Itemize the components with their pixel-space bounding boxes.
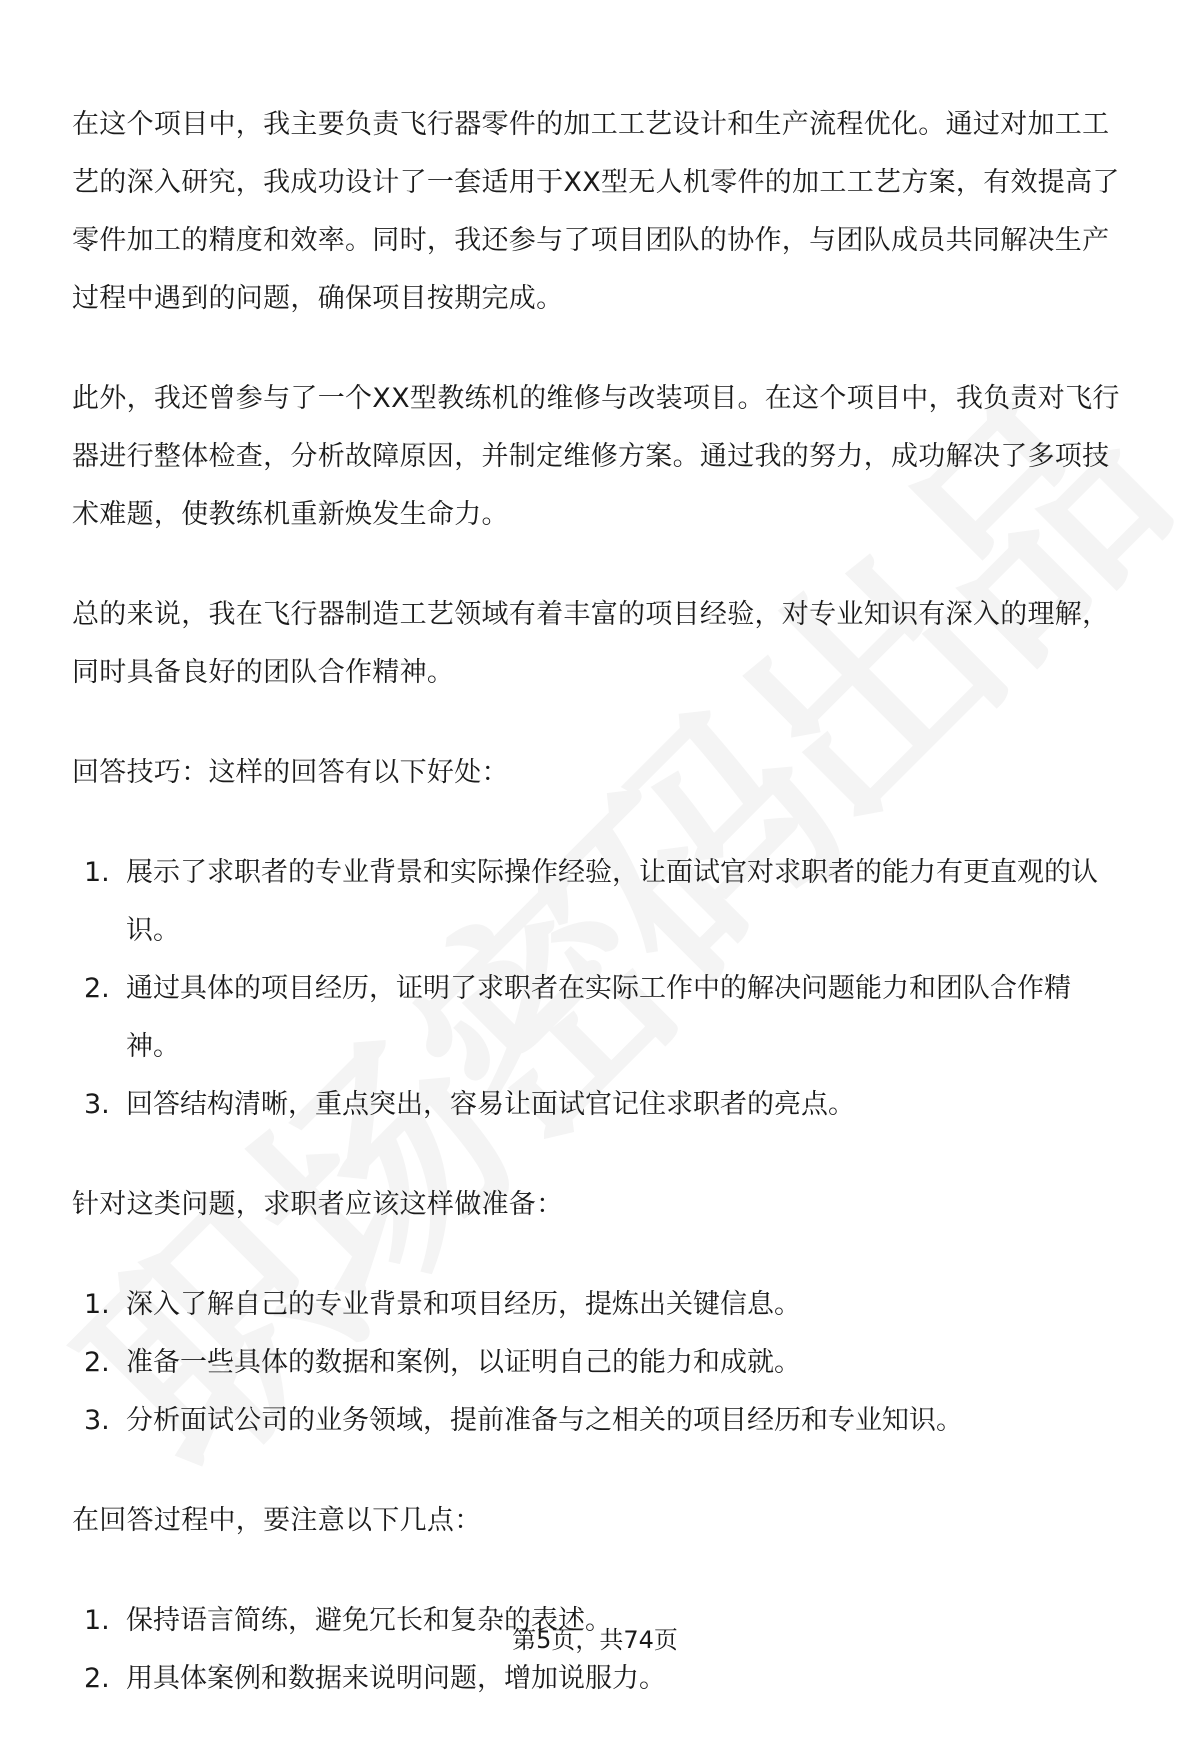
list-item <box>72 1076 1120 1134</box>
list-item-number: 1. <box>84 1605 110 1636</box>
list-item-text: 通过具体的项目经历，证明了求职者在实际工作中的解决问题能力和团队合作精神。 <box>126 973 1071 1062</box>
list-item-number: 2. <box>84 1663 110 1694</box>
list-item-number: 2. <box>84 973 110 1004</box>
page-number-footer: 第5页，共74页 <box>512 1626 678 1654</box>
list-item <box>72 844 1120 960</box>
list-item-number: 2. <box>84 1347 110 1378</box>
heading-preparation: 针对这类问题，求职者应该这样做准备： <box>72 1189 564 1220</box>
list-item <box>72 1650 1120 1708</box>
list-item-number: 1. <box>84 857 110 888</box>
list-item-number: 1. <box>84 1289 110 1320</box>
paragraph-project-experience: 在这个项目中，我主要负责飞行器零件的加工工艺设计和生产流程优化。通过对加工工艺的深入研究，我成功设计了一套适用于XX型无人机零件的加工工艺方案，有效提高了零件加工的精度和效率。同时，我还参与了项目团队的协作，与团队成员共同解决生产过程中遇到的问题，确保项目按期完成。 <box>72 109 1120 314</box>
list-item-number: 3. <box>84 1405 110 1436</box>
list-item-text: 深入了解自己的专业背景和项目经历，提炼出关键信息。 <box>126 1289 801 1320</box>
heading-answer-tips: 回答技巧：这样的回答有以下好处： <box>72 757 509 788</box>
list-preparation <box>72 1276 1120 1450</box>
document-body <box>72 96 1120 1750</box>
list-item-number: 3. <box>84 1089 110 1120</box>
list-item-text: 用具体案例和数据来说明问题，增加说服力。 <box>126 1663 666 1694</box>
list-item <box>72 960 1120 1076</box>
list-item-text: 准备一些具体的数据和案例，以证明自己的能力和成就。 <box>126 1347 801 1378</box>
paragraph-summary: 总的来说，我在飞行器制造工艺领域有着丰富的项目经验，对专业知识有深入的理解，同时具备良好的团队合作精神。 <box>72 599 1110 688</box>
heading-answer-notes: 在回答过程中，要注意以下几点： <box>72 1505 482 1536</box>
list-item-text: 保持语言简练，避免冗长和复杂的表述。 <box>126 1605 612 1636</box>
list-answer-tips <box>72 844 1120 1134</box>
list-item-text: 分析面试公司的业务领域，提前准备与之相关的项目经历和专业知识。 <box>126 1405 963 1436</box>
list-item-text: 回答结构清晰，重点突出，容易让面试官记住求职者的亮点。 <box>126 1089 855 1120</box>
list-item <box>72 1392 1120 1450</box>
paragraph-trainer-project: 此外，我还曾参与了一个XX型教练机的维修与改装项目。在这个项目中，我负责对飞行器进行整体检查，分析故障原因，并制定维修方案。通过我的努力，成功解决了多项技术难题，使教练机重新焕发生命力。 <box>72 383 1120 530</box>
list-item-text: 展示了求职者的专业背景和实际操作经验，让面试官对求职者的能力有更直观的认识。 <box>126 857 1098 946</box>
list-item <box>72 1334 1120 1392</box>
list-item <box>72 1276 1120 1334</box>
